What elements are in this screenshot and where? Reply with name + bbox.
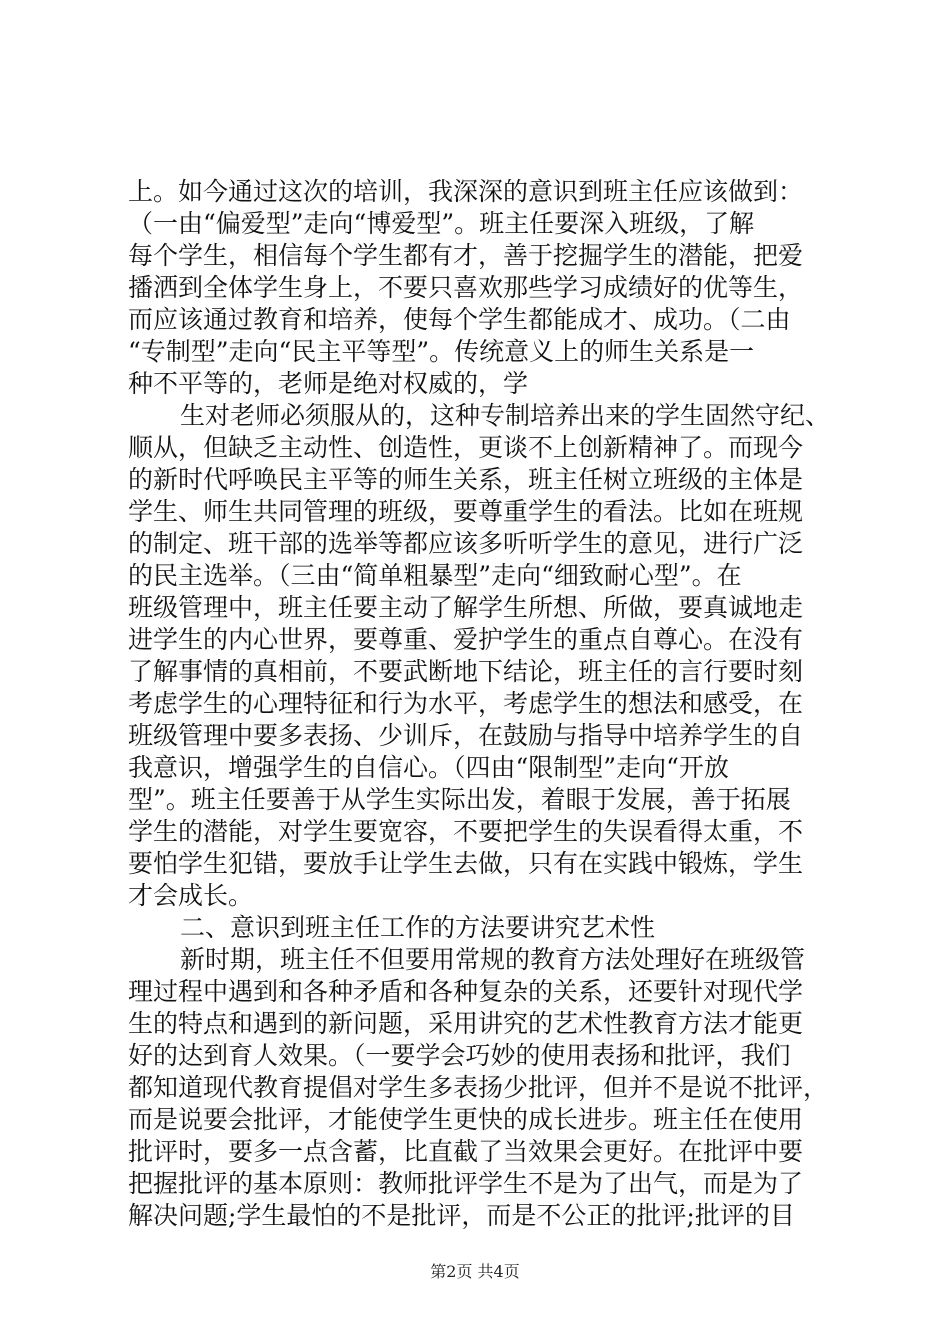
text-line: 新时期，班主任不但要用常规的教育方法处理好在班级管	[180, 945, 806, 974]
text-line: 顺从，但缺乏主动性、创造性，更谈不上创新精神了。而现今	[128, 433, 804, 462]
text-line: 都知道现代教育提倡对学生多表扬少批评，但并不是说不批评，	[128, 1073, 829, 1102]
text-line: 播洒到全体学生身上，不要只喜欢那些学习成绩好的优等生，	[128, 273, 804, 302]
text-line: 要怕学生犯错，要放手让学生去做，只有在实践中锻炼，学生	[128, 849, 804, 878]
text-line: 上。如今通过这次的培训，我深深的意识到班主任应该做到：	[128, 177, 804, 206]
text-line: 把握批评的基本原则：教师批评学生不是为了出气，而是为了	[128, 1169, 804, 1198]
text-line: 的民主选举。（三由“简单粗暴型”走向“细致耐心型”。在	[128, 561, 742, 590]
text-line: 了解事情的真相前，不要武断地下结论，班主任的言行要时刻	[128, 657, 804, 686]
document-body	[128, 176, 848, 1232]
text-line: 理过程中遇到和各种矛盾和各种复杂的关系，还要针对现代学	[128, 977, 804, 1006]
text-line: 班级管理中，班主任要主动了解学生所想、所做，要真诚地走	[128, 593, 804, 622]
text-line: “专制型”走向“民主平等型”。传统意义上的师生关系是一	[128, 337, 755, 366]
text-line: 好的达到育人效果。（一要学会巧妙的使用表扬和批评，我们	[128, 1041, 791, 1070]
text-line: 解决问题;学生最怕的不是批评，而是不公正的批评;批评的目	[128, 1201, 795, 1230]
text-line: 才会成长。	[128, 881, 254, 910]
text-line: 种不平等的，老师是绝对权威的，学	[128, 369, 529, 398]
text-line: 生的特点和遇到的新问题，采用讲究的艺术性教育方法才能更	[128, 1009, 804, 1038]
text-line: 生对老师必须服从的，这种专制培养出来的学生固然守纪、	[180, 401, 831, 430]
text-line: 二、意识到班主任工作的方法要讲究艺术性	[180, 913, 656, 942]
text-line: 批评时，要多一点含蓄，比直截了当效果会更好。在批评中要	[128, 1137, 804, 1166]
text-line: 的新时代呼唤民主平等的师生关系，班主任树立班级的主体是	[128, 465, 804, 494]
text-line: 进学生的内心世界，要尊重、爱护学生的重点自尊心。在没有	[128, 625, 804, 654]
text-line: 学生的潜能，对学生要宽容，不要把学生的失误看得太重，不	[128, 817, 804, 846]
text-line: 我意识，增强学生的自信心。（四由“限制型”走向“开放	[128, 753, 729, 782]
text-line: 的制定、班干部的选举等都应该多听听学生的意见，进行广泛	[128, 529, 804, 558]
page-number-label: 第2页 共4页	[430, 1262, 520, 1281]
text-line: 型”。班主任要善于从学生实际出发，着眼于发展，善于拓展	[128, 785, 791, 814]
text-line: 每个学生，相信每个学生都有才，善于挖掘学生的潜能，把爱	[128, 241, 804, 270]
text-line: （一由“偏爱型”走向“博爱型”。班主任要深入班级，了解	[128, 209, 755, 238]
text-line: 而是说要会批评，才能使学生更快的成长进步。班主任在使用	[128, 1105, 804, 1134]
text-line: 学生、师生共同管理的班级，要尊重学生的看法。比如在班规	[128, 497, 804, 526]
text-line: 考虑学生的心理特征和行为水平，考虑学生的想法和感受，在	[128, 689, 804, 718]
page-footer	[0, 1262, 950, 1282]
text-line: 而应该通过教育和培养，使每个学生都能成才、成功。（二由	[128, 305, 791, 334]
text-line: 班级管理中要多表扬、少训斥，在鼓励与指导中培养学生的自	[128, 721, 804, 750]
